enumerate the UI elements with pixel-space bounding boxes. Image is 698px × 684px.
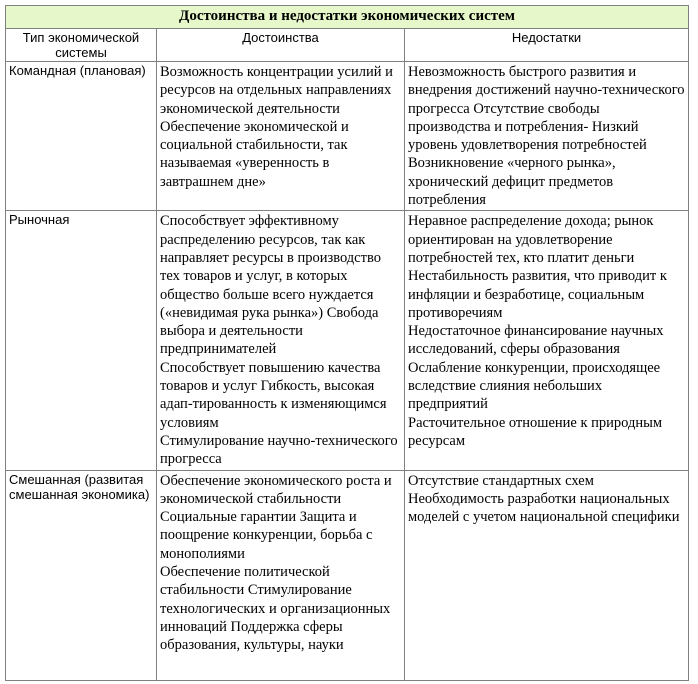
advantages-mixed bbox=[157, 470, 405, 680]
system-type-mixed: Смешанная (развитая смешанная экономика) bbox=[6, 470, 157, 680]
advantage-item: Возможность концентрации усилий и ресурсов на отдельных направлениях экономической деятельности bbox=[160, 64, 393, 117]
disadvantages-command bbox=[405, 62, 689, 211]
advantage-item: Обеспечение экономического роста и экономической стабильности Социальные гарантии Защита и поощрение конкуренции, борьба с монополиями bbox=[160, 472, 392, 562]
system-type-command: Командная (плановая) bbox=[6, 62, 157, 211]
economic-systems-table bbox=[5, 5, 689, 681]
advantage-item: Способствует повышению качества товаров и услуг Гибкость, высокая адап-тированность к изменяющимся условиям bbox=[160, 359, 387, 431]
disadvantage-item: Нестабильность развития, что приводит к инфляции и безработице, социальным противоречиям bbox=[408, 268, 667, 321]
advantages-command bbox=[157, 62, 405, 211]
disadvantage-item: Невозможность быстрого развития и внедрения достижений научно-технического прогресса Отсутствие свободы производства и потребления- Низкий уровень удовлетворения потребностей Возникновение «черного рынка», хронический дефицит предметов потребления bbox=[408, 64, 685, 209]
header-advantages: Достоинства bbox=[157, 29, 405, 62]
system-type-market: Рыночная bbox=[6, 211, 157, 470]
header-system-type: Тип экономической системы bbox=[6, 29, 157, 62]
table-row-mixed bbox=[6, 470, 689, 680]
disadvantage-item: Необходимость разработки национальных моделей с учетом национальной специфики bbox=[408, 490, 680, 526]
disadvantages-mixed bbox=[405, 470, 689, 680]
advantage-item: Обеспечение экономической и социальной стабильности, так называемая «уверенность в завтрашнем дне» bbox=[160, 118, 349, 190]
table-title: Достоинства и недостатки экономических систем bbox=[6, 6, 689, 29]
disadvantage-item: Недостаточное финансирование научных исследований, сферы образования bbox=[408, 323, 664, 358]
table-row-command bbox=[6, 62, 689, 211]
advantage-item: Стимулирование научно-технического прогресса bbox=[160, 432, 398, 468]
advantage-item: Способствует эффективному распределению ресурсов, так как направляет ресурсы в производство тех товаров и услуг, в которых общество больше всего нуждается («невидимая рука рынка») Свобода выбора и деятельности предпринимателей bbox=[160, 213, 381, 358]
disadvantage-item: Неравное распределение дохода; рынок ориентирован на удовлетворение потребностей тех, кто платит деньги bbox=[408, 213, 654, 266]
disadvantage-item: Отсутствие стандартных схем bbox=[408, 472, 594, 489]
table-row-market bbox=[6, 211, 689, 470]
disadvantages-market bbox=[405, 211, 689, 470]
disadvantage-item: Расточительное отношение к природным ресурсам bbox=[408, 414, 663, 449]
advantages-market bbox=[157, 211, 405, 470]
disadvantage-item: Ослабление конкуренции, происходящее вследствие слияния небольших предприятий bbox=[408, 359, 661, 413]
advantage-item: Обеспечение политической стабильности Стимулирование технологических и организационных инноваций Поддержка сферы образования, культуры, науки bbox=[160, 564, 391, 654]
header-disadvantages: Недостатки bbox=[405, 29, 689, 62]
